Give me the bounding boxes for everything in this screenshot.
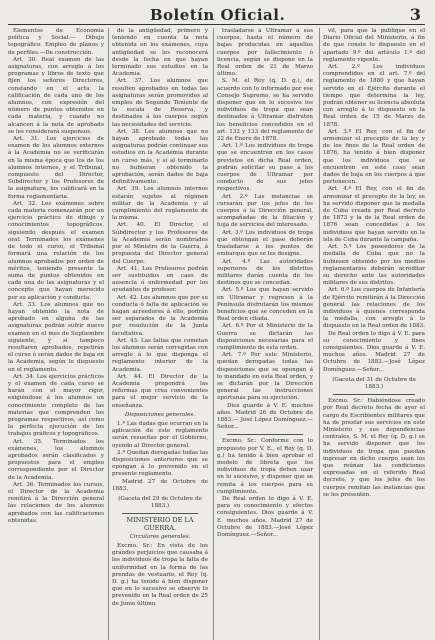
paragraph: Art. 2.º Los individuos comprendidos en el art. 7.º del reglamento de 1880 y que hayan servido en el Ejército durante el tiempo que determina la ley, podrán obtener su licencia absoluta con arreglo á lo dispuesto en la Real orden de 15 de Marzo de 1878.	[323, 64, 425, 128]
page-number: 3	[409, 5, 421, 24]
running-head	[0, 2, 435, 24]
paragraph: Elementos de Economía política y Social.— Dibujo topográfico. Empleo de planos y de perfiles.—De construcción.	[8, 28, 104, 56]
gaceta-reference: (Gaceta del 29 de Octubre de 1883.)	[118, 496, 202, 510]
paragraph: Art. 6.º Los cuerpos de Infantería de Ejército remitirán á la Dirección general las relaciones de los individuos á quienes corresponda la medalla, con arreglo á lo dispuesto en la Real orden de 1883.	[323, 287, 425, 330]
column-divider	[108, 28, 109, 640]
paragraph: Art. 32. Los exámenes sobre cada materia comenzarán por un ejercicio práctico de dibujo y conocimientos topográficos, siguiendo después el examen oral. Terminados los exámenes de todo el curso, el Tribunal formará una relación de los alumnos aprobados por orden de méritos, teniendo presente la suma de puntos obtenidos en cada una de las asignaturas y el concepto que hayan merecido por su aplicación y conducta.	[8, 200, 104, 301]
paragraph: Art. 37. Los alumnos que resulten aprobados en todas las asignaturas serán promovidos al empleo de Segundo Teniente de la escala de Reserva, y destinados á los cuerpos según las necesidades del servicio.	[112, 78, 208, 128]
paragraph: Excmo. Sr.: Habiéndose creado por Real decreto fecha de ayer el cargo de Escribientes militares que ha de prestar sus servicios en este Ministerio y sus dependencias centrales, S. M. el Rey (q. D. g.) se ha servido disponer que los individuos de tropa que puedan ingresar en dicho cuerpo sean los que reúnan las condiciones expresadas en el referido Real decreto, y que los jefes de los cuerpos remitan las instancias que se les presenten.	[323, 398, 425, 498]
paragraph: Art. 7.º Por este Ministerio, quedan derogadas todas las disposiciones que se opongan á lo mandado en esta Real orden, y se dictarán por la Dirección general las instrucciones oportunas para su ejecución.	[217, 352, 313, 402]
paragraph: Art. 38. Los alumnos que no hayan aprobado todas las asignaturas podrán continuar sus estudios en la Academia durante un curso más, y si al terminarlo no hubieran obtenido la aprobación, serán dados de baja definitivamente.	[112, 128, 208, 186]
paragraph: Art. 5.º Los poseedores de la medalla de Cuba que no la hubiesen obtenido por los medios reglamentarios deberán acreditar su derecho ante las autoridades militares de sus distritos.	[323, 244, 425, 287]
paragraph: Art. 35. Terminados los exámenes, los alumnos aprobados serán clasificados y propuestos para el empleo correspondiente por el Director de la Academia.	[8, 438, 104, 481]
header-rule	[8, 24, 425, 25]
gaceta-reference: (Gaceta del 31 de Octubre de 1883.)	[332, 376, 416, 390]
column-divider	[319, 28, 320, 640]
paragraph: Art. 34. Los ejercicios prácticos y el examen de cada curso se harán con el mayor rigor, exigiéndose á los alumnos un conocimiento completo de las materias que comprenden los programas respectivos, así como la perfecta ejecución de los trabajos gráficos y topográficos.	[8, 373, 104, 438]
journal-title: Boletín Oficial.	[149, 6, 286, 24]
paragraph: 1.ª Las dudas que ocurran en la aplicación de este reglamento serán resueltas por el Gobierno, oyendo al Director general.	[112, 420, 208, 449]
paragraph: Art. 5.º Los que hayan servido en Ultramar y regresen á la Península disfrutarán los mismos beneficios que se conceden en la Real orden citada.	[217, 287, 313, 323]
column-1	[8, 28, 104, 640]
subsection-heading: Circulares generales.	[129, 533, 191, 540]
paragraph: Excmo. Sr.: En vista de los grandes perjuicios que causaba á los individuos de tropa la falta de uniformidad en la forma de las prendas de vestuario, el Rey (q. D. g.) ha tenido á bien disponer que en lo sucesivo se observe lo prevenido en la Real orden de 25 de Junio último.	[112, 543, 208, 607]
paragraph: Art. 42. Los alumnos que por su conducta ó falta de aplicación se hagan acreedores á ello, podrán ser separados de la Academia por resolución de la Junta facultativa.	[112, 294, 208, 337]
paragraph: Art. 44. El Director de la Academia propondrá las reformas que crea convenientes para el mejor servicio de la enseñanza.	[112, 373, 208, 409]
signature-line: Dios guarde á V. E. muchos años. Madrid 26 de Octubre de 1883.— José López Domínguez.—Señor...	[217, 402, 313, 431]
paragraph: Art. 1.º Los individuos de tropa que se encuentren en los casos previstos en dicha Real orden, podrán solicitar su pase á los cuerpos de Ultramar por conducto de sus jefes respectivos.	[217, 143, 313, 193]
paragraph: Excmo. Sr.: Conforme con lo propuesto por V. E., el Rey (q. D. g.) ha tenido á bien aprobar el modelo de libreta que los individuos de tropa deben usar en lo sucesivo, y disponer que se remita á los cuerpos para su cumplimiento.	[217, 438, 313, 495]
paragraph: Art. 31. Los ejercicios de examen de los alumnos externos á la Academia no se verificarán en la misma época que los de los alumnos internos, y el Tribunal, compuesto del Director, Subdirector y los Profesores de la asignatura, los calificará en la forma reglamentaria.	[8, 136, 104, 200]
paragraph: Art. 36. Terminados los cursos, el Director de la Academia remitirá á la Dirección general las relaciones de los alumnos aprobados con las calificaciones obtenidas.	[8, 481, 104, 524]
paragraph: Art. 43. Las faltas que cometan los alumnos serán corregidas con arreglo á lo que disponga el reglamento interior de la Academia.	[112, 337, 208, 373]
paragraph: Art. 2.º Las instancias se cursarán por los jefes de los cuerpos á la Dirección general, acompañadas de la filiación y hoja de servicios del interesado.	[217, 193, 313, 229]
column-2	[112, 28, 208, 640]
section-divider	[227, 434, 303, 435]
column-4	[323, 28, 425, 640]
paragraph: Art. 41. Los Profesores podrán ser sustituidos en caso de ausencia ó enfermedad por los ayudantes de profesor.	[112, 265, 208, 294]
paragraph: 2.ª Quedan derogadas todas las disposiciones anteriores que se opongan á lo prevenido en el presente reglamento.	[112, 449, 208, 478]
paragraph: Art. 39. Los alumnos internos estarán sujetos al régimen militar de la Academia y al cumplimiento del reglamento de la misma.	[112, 186, 208, 222]
paragraph: De Real orden lo digo á V. E. para su conocimiento y fines consiguientes. Dios guarde á V. E. muchos años. Madrid 27 de Octubre de 1883.—José López Domínguez.—Señor...	[323, 330, 425, 373]
paragraph: Art. 4.º Las autoridades superiores de los distritos militares darán cuenta de los destinos que se concedan.	[217, 258, 313, 287]
paragraph: de la antigüedad, primero y teniendo en cuenta la nota obtenida en los exámenes, cuya antigüedad se les reconocerá desde la fecha en que hayan terminado sus estudios en la Academia.	[112, 28, 208, 78]
paragraph: Art. 40. El Director, el Subdirector y los Profesores de la Academia serán nombrados por el Ministro de la Guerra, á propuesta del Director general del Cuerpo.	[112, 222, 208, 265]
paragraph: Art. 3.º El Rey, con el fin de armonizar el precepto de la ley y de los fines de la Real orden de 1876, ha tenido á bien disponer que los individuos que se encuentren en este caso sean dados de baja en los cuerpos á que pertenecen.	[323, 128, 425, 186]
paragraph: Art. 3.º Los individuos de tropa que obtengan el pase deberán trasladarse á los puntos de embarque que se les designe.	[217, 229, 313, 258]
column-3	[217, 28, 313, 640]
paragraph: S. M. el Rey (q. D. g.), de acuerdo con lo informado por ese Consejo Supremo, se ha servido disponer que en lo sucesivo los individuos de tropa que sean destinados á Ultramar disfruten los beneficios concedidos en el art. 132 y 133 del reglamento de 22 de Enero de 1878.	[217, 78, 313, 143]
paragraph: trasladarse á Ultramar á sus cuerpos, hasta el número de bajas producidas en aquellos cuerpos por fallecimiento ó licencia, según se dispone en la Real orden de 21 de Marzo último.	[217, 28, 313, 78]
text-columns	[8, 28, 425, 640]
section-heading: Disposiciones generales.	[124, 411, 196, 418]
paragraph: De Real orden lo digo á V. E. para su conocimiento y efectos consiguientes. Dios guarde á V. E. muchos años. Madrid 27 de Octubre de 1883.—José López Domínguez.—Señor...	[217, 496, 313, 539]
section-divider	[333, 394, 415, 395]
section-divider	[122, 513, 198, 514]
paragraph: Art. 6.º Por el Ministerio de la Guerra se dictarán las disposiciones necesarias para el cumplimiento de esta orden.	[217, 323, 313, 351]
paragraph: Art. 30. Real examen de las asignaturas, con arreglo á los programas y libros de texto que fijen los señores Directores, constando en el acta la calificación de cada uno de los alumnos, con expresión del número de puntos obtenidos en cada materia, y cuando no alcancen á la nota de aprobado se les considerará suspensos.	[8, 56, 104, 135]
column-divider	[213, 28, 214, 640]
ministry-heading: MINISTERIO DE LA GUERRA.	[126, 516, 194, 532]
date-line: Madrid 27 de Octubre de 1883.	[112, 478, 208, 492]
paragraph: Art. 4.º El Rey, con el fin de armonizar el precepto de la ley, se ha servido disponer que la medalla de Cuba creada por Real decreto de 1873 y la de la Real orden de 1876 sean concedidas á los individuos que hayan servido en la isla de Cuba durante la campaña.	[323, 186, 425, 243]
paragraph: vil, para que la publique en el Diario Oficial del Ministerio, á fin de que conste lo dispuesto en el apartado 9.º del artículo 1.º del reglamento vigente.	[323, 28, 425, 63]
paragraph: Art. 33. Los alumnos que no hayan obtenido la nota de aprobado en alguna de las asignaturas podrán sufrir nuevo examen en el mes de Septiembre siguiente, y si tampoco resultaren aprobados, repetirán el curso ó serán dados de baja en la Academia, según lo dispuesto en el reglamento.	[8, 301, 104, 373]
